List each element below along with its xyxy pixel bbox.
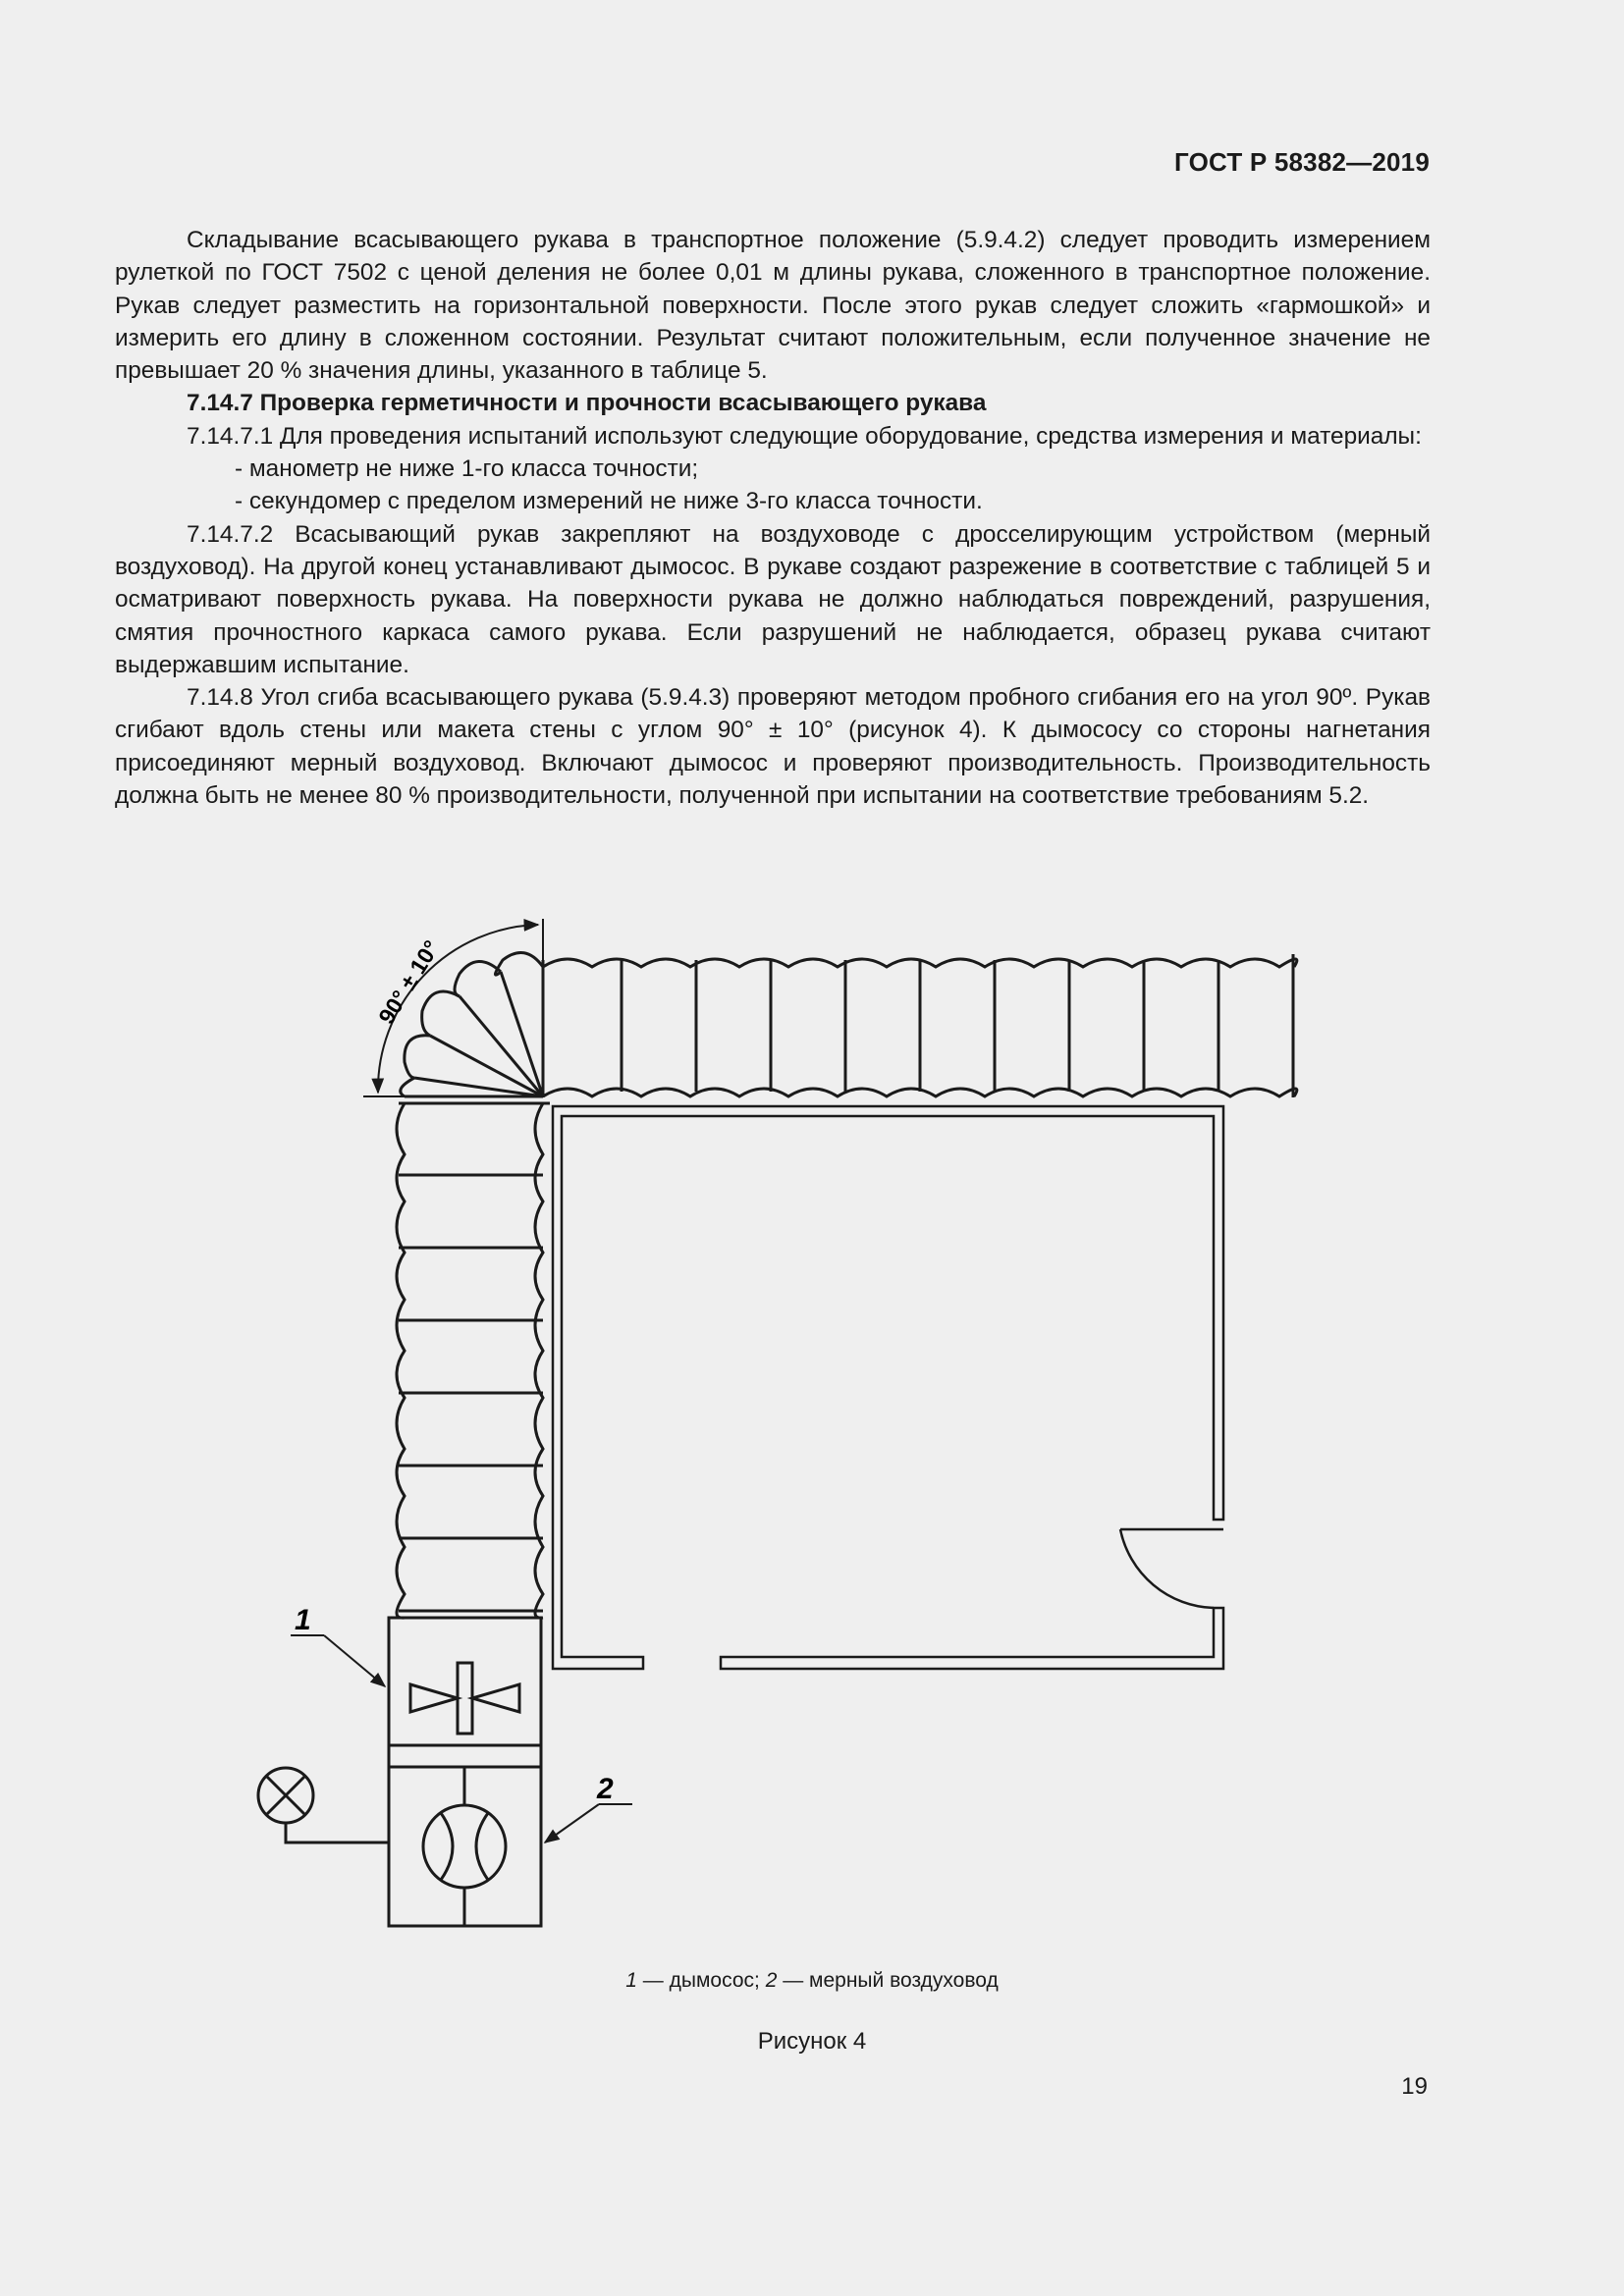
measuring-duct (389, 1767, 541, 1926)
callout-label-2: 2 (597, 1773, 614, 1805)
paragraph-7-14-8: 7.14.8 Угол сгиба всасывающего рукава (5.9.4.3) проверяют методом пробного сгибания его на угол 90º. Рукав сгибают вдоль стены или макета стены с углом 90° ± 10° (рисунок 4). К дымососу со стороны нагнетания присоединяют мерный воздуховод. Включают дымосос и проверяют производительность. Производительность должна быть не менее 80 % производительности, полученной при испытании на соответствие требованиям 5.2. (115, 684, 1431, 810)
legend-number-2: 2 (765, 1969, 778, 1992)
wall-model (553, 1106, 1223, 1669)
paragraph-folding: Складывание всасывающего рукава в транспортное положение (5.9.4.2) следует проводить измерением рулеткой по ГОСТ 7502 с ценой деления не более 0,01 м длины рукава, сложенного в транспортное положение. Рукав следует разместить на горизонтальной поверхности. После этого рукав следует сложить «гармошкой» и измерить его длину в сложенном состоянии. Результат считают положительным, если полученное значение не превышает 20 % значения длины, указанного в таблице 5. (115, 227, 1431, 385)
manometer-icon (258, 1768, 389, 1842)
list-item-manometer: - манометр не ниже 1-го класса точности; (235, 455, 699, 483)
list-item-stopwatch: - секундомер с пределом измерений не ниже 3-го класса точности. (235, 488, 983, 515)
angle-label: 90° ± 10° (373, 935, 445, 1029)
paragraph-7-14-7-2: 7.14.7.2 Всасывающий рукав закрепляют на воздуховоде с дросселирующим устройством (мерный воздуховод). На другой конец устанавливают дымосос. В рукаве создают разрежение в соответствие с таблицей 5 и осматривают поверхность рукава. На поверхности рукава не должно наблюдаться повреждений, разрушения, смятия прочностного каркаса самого рукава. Если разрушений не наблюдается, образец рукава считают выдержавшим испытание. (115, 520, 1431, 678)
callout-lines (291, 1635, 632, 1842)
legend-text-1: — дымосос; (636, 1969, 766, 1992)
hose-horizontal (543, 954, 1297, 1097)
page-number: 19 (1401, 2073, 1428, 2100)
figure-legend (0, 1969, 1624, 1993)
figure-caption: Рисунок 4 (757, 2028, 867, 2055)
callout-label-1: 1 (295, 1604, 311, 1636)
paragraph-7-14-7-1: 7.14.7.1 Для проведения испытаний используют следующие оборудование, средства измерения и материалы: (187, 422, 1422, 450)
hose-vertical (397, 1103, 550, 1618)
section-heading-7-14-7: 7.14.7 Проверка герметичности и прочности всасывающего рукава (187, 390, 987, 417)
document-header: ГОСТ Р 58382—2019 (1174, 147, 1430, 177)
legend-text-2: — мерный воздуховод (777, 1969, 999, 1992)
smoke-exhauster (389, 1618, 541, 1767)
legend-number-1: 1 (625, 1969, 637, 1992)
